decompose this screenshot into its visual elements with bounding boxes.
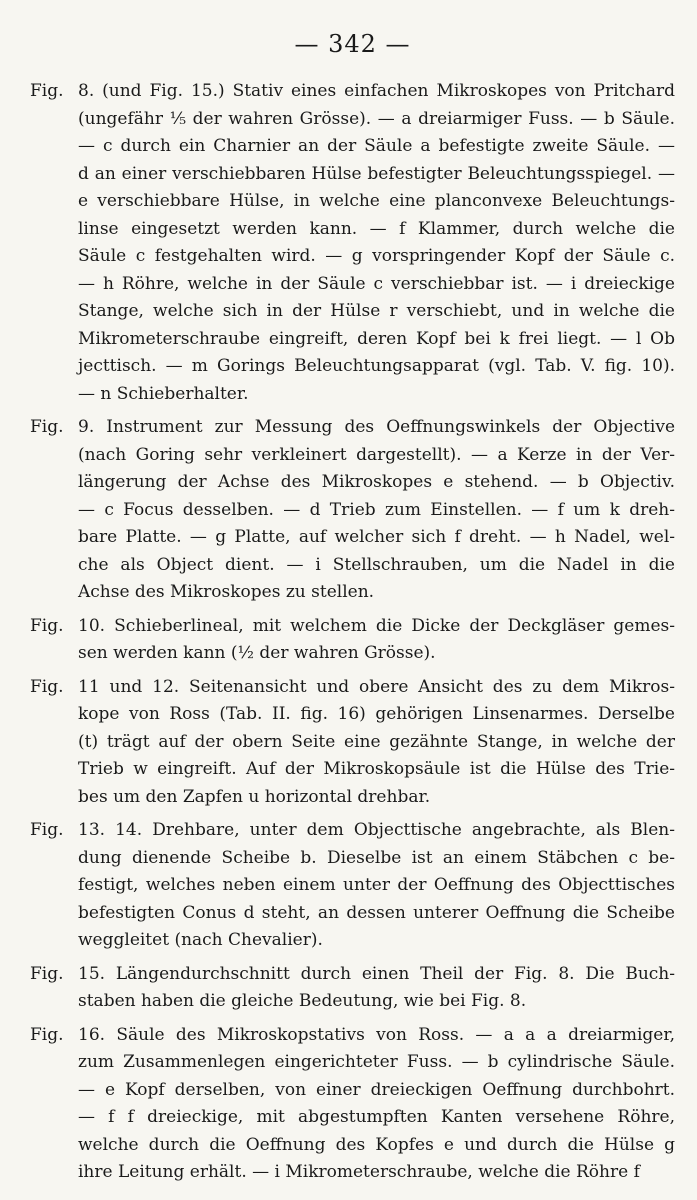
caption-line: bes um den Zapfen u horizontal drehbar. [78, 786, 431, 807]
figure-caption-entry [30, 414, 675, 607]
figure-label: Fig. [30, 820, 64, 840]
caption-line: bare Platte. — g Platte, auf welcher sich f dreht. — h Nadel, wel- [78, 527, 675, 547]
caption-line: (nach Goring sehr verkleinert dargestellt). — a Kerze in der Ver- [78, 444, 675, 465]
caption-line: sen werden kann (½ der wahren Grösse). [78, 643, 436, 663]
caption-line: Stange, welche sich in der Hülse r verschiebt, und in welche die [78, 301, 675, 321]
caption-line: ihre Leitung erhält. — i Mikrometerschraube, welche die Röhre f [78, 1162, 640, 1182]
figure-label: Fig. [30, 963, 64, 984]
page-number: — 342 — [294, 30, 411, 58]
caption-line: — h Röhre, welche in der Säule c verschiebbar ist. — i dreieckige [78, 273, 675, 294]
caption-line: jecttisch. — m Gorings Beleuchtungsapparat (vgl. Tab. V. fig. 10). [78, 356, 675, 376]
figure-label: Fig. [30, 676, 64, 697]
figure-caption-entry [30, 613, 675, 668]
caption-line: 8. (und Fig. 15.) Stativ eines einfachen Mikroskopes von Pritchard [78, 81, 675, 101]
caption-line: — c durch ein Charnier an der Säule a befestigte zweite Säule. — [78, 136, 675, 156]
figure-caption-text [74, 414, 675, 607]
figure-caption-text [74, 613, 675, 668]
caption-line: Achse des Mikroskopes zu stellen. [78, 582, 375, 602]
caption-line: welche durch die Oeffnung des Kopfes e und durch die Hülse g [78, 1134, 675, 1155]
figure-label: Fig. [30, 615, 64, 636]
figure-label: Fig. [30, 81, 64, 101]
figure-label: Fig. [30, 1024, 64, 1045]
figure-caption-entry [30, 78, 675, 408]
caption-line: kope von Ross (Tab. II. fig. 16) gehörigen Linsenarmes. Derselbe [78, 704, 675, 724]
figure-caption-text [74, 817, 675, 955]
figure-caption-entry [30, 817, 675, 955]
figure-label: Fig. [30, 417, 64, 437]
figure-caption-text [74, 961, 675, 1016]
caption-line: 16. Säule des Mikroskopstativs von Ross. — a a a dreiarmiger, [78, 1024, 675, 1045]
caption-line: — c Focus desselben. — d Trieb zum Einstellen. — f um k dreh- [78, 499, 675, 520]
caption-line: (ungefähr ⅕ der wahren Grösse). — a dreiarmiger Fuss. — b Säule. [78, 108, 675, 129]
caption-line: Mikrometerschraube eingreift, deren Kopf bei k frei liegt. — l Ob [78, 328, 675, 349]
caption-line: 10. Schieberlineal, mit welchem die Dicke der Deckgläser gemes- [78, 615, 675, 636]
caption-line: befestigten Conus d steht, an dessen unterer Oeffnung die Scheibe [78, 902, 675, 923]
caption-line: — f f dreieckige, mit abgestumpften Kanten versehene Röhre, [78, 1107, 675, 1127]
caption-line: che als Object dient. — i Stellschrauben, um die Nadel in die [78, 554, 675, 575]
caption-line: 11 und 12. Seitenansicht und obere Ansicht des zu dem Mikros- [78, 676, 675, 697]
figure-caption-entry [30, 961, 675, 1016]
caption-line: längerung der Achse des Mikroskopes e stehend. — b Objectiv. [78, 472, 675, 492]
caption-line: 15. Längendurchschnitt durch einen Theil der Fig. 8. Die Buch- [78, 963, 675, 984]
caption-line: Trieb w eingreift. Auf der Mikroskopsäule ist die Hülse des Trie- [78, 759, 675, 779]
caption-line: — e Kopf derselben, von einer dreieckigen Oeffnung durchbohrt. [78, 1079, 675, 1100]
figure-caption-text [74, 1022, 675, 1187]
figure-caption-entry [30, 674, 675, 812]
caption-line: linse eingesetzt werden kann. — f Klammer, durch welche die [78, 218, 675, 239]
caption-line: d an einer verschiebbaren Hülse befestigter Beleuchtungsspiegel. — [78, 163, 675, 184]
caption-line: — n Schieberhalter. [78, 383, 249, 404]
caption-line: (t) trägt auf der obern Seite eine gezähnte Stange, in welche der [78, 731, 675, 752]
caption-line: weggleitet (nach Chevalier). [78, 930, 323, 950]
caption-line: Säule c festgehalten wird. — g vorspringender Kopf der Säule c. [78, 246, 675, 266]
caption-line: zum Zusammenlegen eingerichteter Fuss. — b cylindrische Säule. [78, 1052, 675, 1072]
caption-line: staben haben die gleiche Bedeutung, wie bei Fig. 8. [78, 991, 527, 1011]
figure-caption-text [74, 78, 675, 408]
caption-line: dung dienende Scheibe b. Dieselbe ist an einem Stäbchen c be- [78, 847, 675, 868]
caption-line: 9. Instrument zur Messung des Oeffnungswinkels der Objective [78, 417, 675, 437]
figure-caption-text [74, 674, 675, 812]
caption-line: 13. 14. Drehbare, unter dem Objecttische angebrachte, als Blen- [78, 820, 675, 840]
figure-captions [30, 78, 675, 1187]
caption-line: festigt, welches neben einem unter der Oeffnung des Objecttisches [78, 875, 675, 895]
figure-caption-entry [30, 1022, 675, 1187]
caption-line: e verschiebbare Hülse, in welche eine planconvexe Beleuchtungs- [78, 191, 675, 211]
